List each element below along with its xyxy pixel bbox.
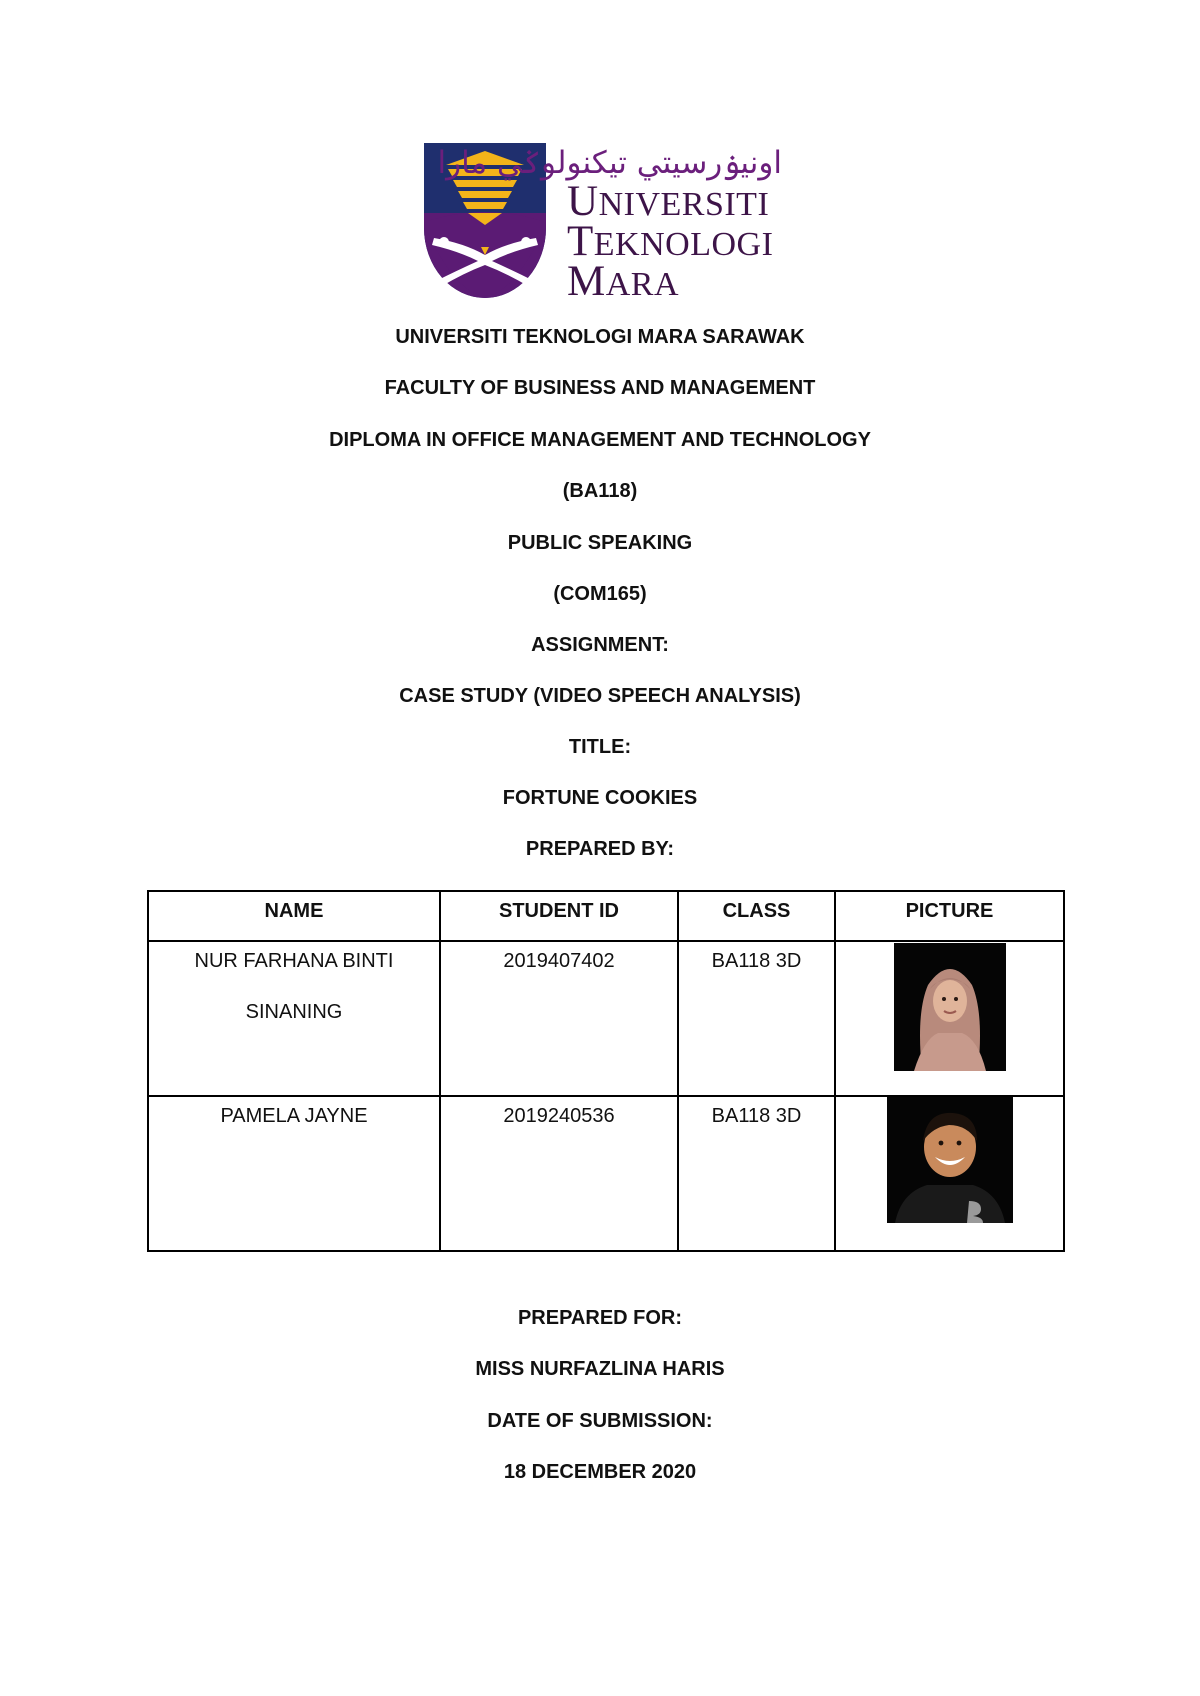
submission-date: 18 DECEMBER 2020 (503, 1461, 697, 1483)
wordmark-line-1 (567, 178, 797, 225)
wordmark-line-2-text: TEKNOLOGI (567, 218, 774, 265)
student-photo-hijab (894, 943, 1006, 1071)
university-logo (424, 143, 786, 305)
faculty-name: FACULTY OF BUSINESS AND MANAGEMENT (384, 377, 816, 399)
jawi-script: اونيۏرسيتي تيكنولوݢي مارا (437, 145, 782, 181)
header-name: NAME (148, 891, 440, 941)
program-code: (BA118) (562, 480, 638, 502)
assignment-label: ASSIGNMENT: (531, 634, 669, 656)
assignment-title: FORTUNE COOKIES (502, 787, 698, 809)
submission-date-label: DATE OF SUBMISSION: (487, 1410, 713, 1432)
students-table (147, 890, 1065, 1252)
student-class-cell: BA118 3D (678, 941, 835, 1096)
student-name-cell (148, 941, 440, 1096)
wordmark-line-1-text: UNIVERSITI (567, 178, 770, 225)
assignment-type: CASE STUDY (VIDEO SPEECH ANALYSIS) (399, 685, 801, 707)
course-name: PUBLIC SPEAKING (507, 532, 693, 554)
prepared-for-label: PREPARED FOR: (517, 1307, 683, 1329)
table-header-row (148, 891, 1064, 941)
title-label: TITLE: (568, 736, 632, 758)
student-name-line: NUR FARHANA BINTI (194, 950, 394, 972)
course-code: (COM165) (553, 583, 647, 605)
university-name: UNIVERSITI TEKNOLOGI MARA SARAWAK (395, 326, 805, 348)
university-wordmark (567, 178, 797, 305)
student-name-line: PAMELA JAYNE (220, 1105, 368, 1127)
program-name: DIPLOMA IN OFFICE MANAGEMENT AND TECHNOLOGY (329, 429, 871, 451)
wordmark-line-3-text: MARA (567, 258, 680, 305)
lecturer-name: MISS NURFAZLINA HARIS (475, 1358, 725, 1380)
table-row (148, 1096, 1064, 1251)
student-name-line: SINANING (245, 1001, 343, 1023)
prepared-by-label: PREPARED BY: (525, 838, 675, 860)
student-name-cell (148, 1096, 440, 1251)
header-student-id: STUDENT ID (440, 891, 678, 941)
wordmark-line-3 (567, 258, 797, 305)
student-picture-cell (835, 1096, 1064, 1251)
header-class: CLASS (678, 891, 835, 941)
header-picture: PICTURE (835, 891, 1064, 941)
student-photo-smiling (887, 1097, 1013, 1223)
student-id-cell: 2019407402 (440, 941, 678, 1096)
student-class-cell: BA118 3D (678, 1096, 835, 1251)
student-id-cell: 2019240536 (440, 1096, 678, 1251)
student-picture-cell (835, 941, 1064, 1096)
wordmark-line-2 (567, 218, 797, 265)
table-row (148, 941, 1064, 1096)
